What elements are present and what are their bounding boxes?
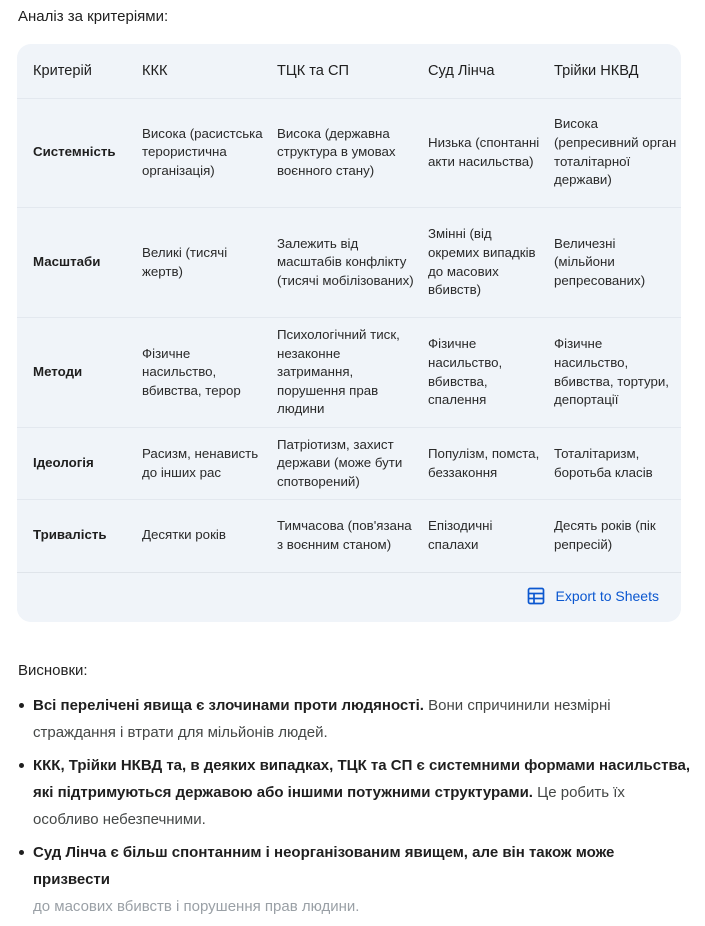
bullet-rest: до масових вбивств і порушення прав людини. bbox=[33, 898, 360, 915]
row-criterion: Тривалість bbox=[33, 527, 107, 543]
row-criterion: Методи bbox=[33, 364, 83, 380]
header-criterion: Критерій bbox=[33, 62, 92, 79]
table-header-row bbox=[17, 44, 681, 99]
row-criterion: Масштаби bbox=[33, 254, 101, 270]
table-cell: Змінні (від окремих випадків до масових вбивств) bbox=[428, 226, 536, 298]
bullet-rest: Це робить їх особливо небезпечними. bbox=[33, 784, 625, 828]
table-cell: Епізодичні спалахи bbox=[428, 517, 493, 552]
table-cell: Тимчасова (пов'язана з воєнним станом) bbox=[277, 517, 412, 552]
table-cell: Популізм, помста, беззаконня bbox=[428, 445, 540, 480]
bullet-strong: Всі перелічені явища є злочинами проти людяності. bbox=[33, 697, 424, 714]
table-row bbox=[17, 98, 681, 208]
table-cell: Фізичне насильство, вбивства, тортури, депортації bbox=[554, 336, 670, 408]
table-cell: Десятки років bbox=[142, 527, 226, 543]
table-cell: Психологічний тиск, незаконне затримання, порушення прав людини bbox=[277, 327, 400, 417]
list-item bbox=[18, 752, 690, 833]
table-cell: Висока (расистська терористична організація) bbox=[142, 125, 263, 178]
header-lynch: Суд Лінча bbox=[428, 62, 495, 79]
table-cell: Низька (спонтанні акти насильства) bbox=[428, 134, 540, 169]
export-to-sheets-button[interactable] bbox=[527, 587, 659, 605]
table-footer bbox=[17, 572, 681, 622]
table-row bbox=[17, 428, 681, 500]
list-item bbox=[18, 692, 690, 746]
conclusions-title: Висновки: bbox=[18, 662, 88, 679]
table-cell: Висока (репресивний орган тоталітарної держави) bbox=[554, 116, 677, 188]
intro-text: Аналіз за критеріями: bbox=[18, 8, 169, 25]
table-cell: Фізичне насильство, вбивства, терор bbox=[142, 345, 241, 398]
header-tck: ТЦК та СП bbox=[277, 62, 349, 79]
table-cell: Расизм, ненависть до інших рас bbox=[142, 445, 259, 480]
table-cell: Великі (тисячі жертв) bbox=[142, 244, 228, 279]
export-label: Export to Sheets bbox=[555, 588, 659, 604]
table-cell: Висока (державна структура в умовах воєнного стану) bbox=[277, 125, 396, 178]
table-row bbox=[17, 500, 681, 571]
bullet-strong: Суд Лінча є більш спонтанним і неорганізованим явищем, але він також може призвести bbox=[33, 844, 615, 888]
row-criterion: Системність bbox=[33, 144, 116, 160]
conclusions-list bbox=[18, 692, 690, 926]
table-cell: Величезні (мільйони репресованих) bbox=[554, 235, 646, 288]
table-cell: Десять років (пік репресій) bbox=[554, 517, 656, 552]
header-kkk: ККК bbox=[142, 62, 168, 79]
table-grid-icon bbox=[527, 587, 545, 605]
table-cell: Залежить від масштабів конфлікту (тисячі мобілізованих) bbox=[277, 235, 414, 288]
comparison-table bbox=[17, 44, 681, 622]
table-cell: Фізичне насильство, вбивства, спалення bbox=[428, 336, 503, 408]
table-cell: Тоталітаризм, боротьба класів bbox=[554, 445, 653, 480]
header-nkvd: Трійки НКВД bbox=[554, 62, 639, 79]
bullet-rest: Вони спричинили незмірні страждання і втрати для мільйонів людей. bbox=[33, 697, 611, 741]
table-row bbox=[17, 318, 681, 428]
table-row bbox=[17, 208, 681, 318]
bullet-strong: ККК, Трійки НКВД та, в деяких випадках, ТЦК та СП є системними формами насильства, які підтримуються державою або іншими потужними структурами. bbox=[33, 757, 690, 801]
row-criterion: Ідеологія bbox=[33, 455, 94, 471]
list-item bbox=[18, 839, 690, 920]
table-cell: Патріотизм, захист держави (може бути спотворений) bbox=[277, 436, 403, 489]
